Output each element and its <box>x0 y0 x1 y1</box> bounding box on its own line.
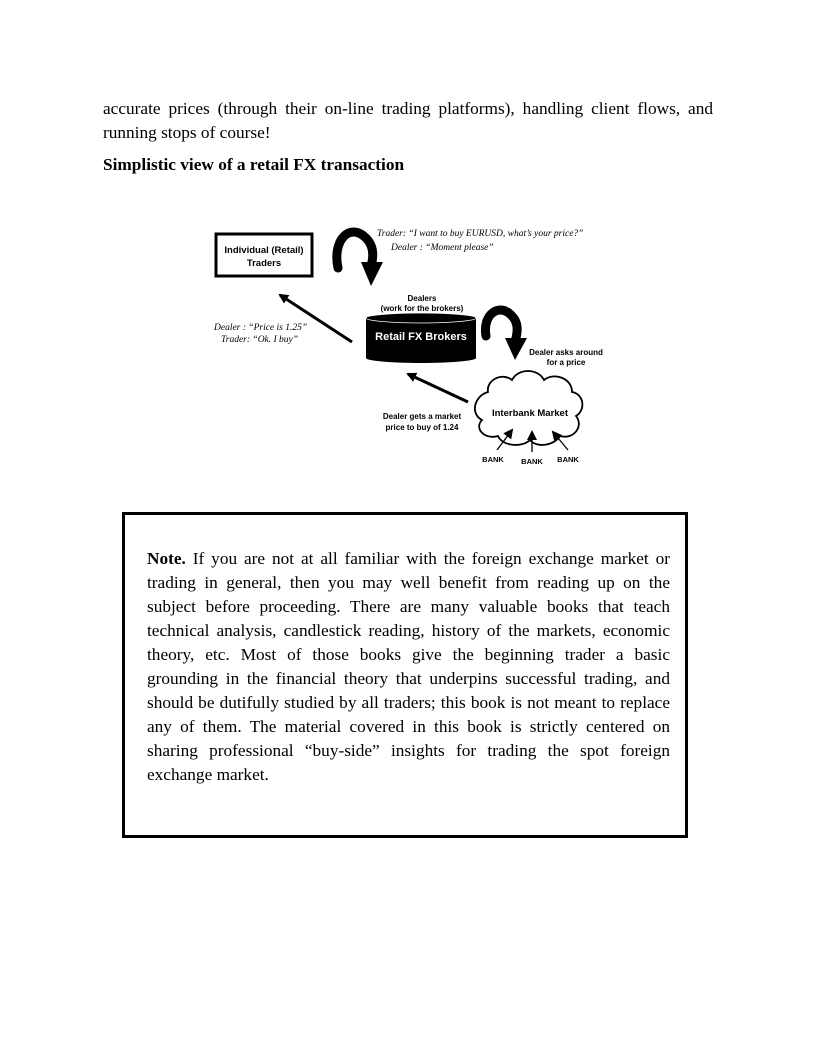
fx-transaction-diagram <box>0 0 816 500</box>
retail-fx-brokers-cylinder <box>366 313 476 363</box>
retail-traders-box <box>216 234 312 276</box>
interbank-cloud-icon <box>475 371 583 445</box>
quote-dealer-moment: Dealer : “Moment please” <box>391 243 494 253</box>
intro-paragraph: accurate prices (through their on-line trading platforms), handling client flows, and running stops of course! <box>103 99 713 142</box>
quote-trader-request: Trader: “I want to buy EURUSD, what’s your price?” <box>377 229 584 239</box>
note-label: Note. <box>147 549 186 568</box>
dealer-gets-line1: Dealer gets a market <box>382 412 462 421</box>
bank-label: BANK <box>521 457 543 466</box>
note-box <box>122 512 688 838</box>
note-paragraph <box>147 547 670 787</box>
dealers-label-line1: Dealers <box>407 294 437 303</box>
dealer-gets-line2: price to buy of 1.24 <box>385 423 459 432</box>
arrow-to-brokers-icon <box>408 374 468 402</box>
quote-dealer-price: Dealer : “Price is 1.25” <box>214 323 308 333</box>
quote-trader-buy: Trader: “Ok. I buy” <box>221 335 299 345</box>
dealer-asks-line2: for a price <box>546 358 586 367</box>
curved-arrow-icon <box>337 232 383 286</box>
curved-arrow-right-icon <box>485 310 527 360</box>
note-body: If you are not at all familiar with the foreign exchange market or trading in general, then you may well benefit from reading up on the subject before proceeding. There are many valuable books that teach technical analysis, candlestick reading, history of the markets, economic theory, etc. Most of those books give the beginning trader a basic grounding in the financial theory that underpins successful trading, and should be dutifully studied by all traders; this book is not meant to replace any of them. The material covered in this book is strictly centered on sharing professional “buy-side” insights for trading the spot foreign exchange market. <box>147 549 670 784</box>
dealer-asks-line1: Dealer asks around <box>529 348 603 357</box>
section-heading: Simplistic view of a retail FX transaction <box>103 155 405 174</box>
dealers-label-line2: (work for the brokers) <box>380 304 464 313</box>
bank-label: BANK <box>557 455 579 464</box>
traders-box-line1: Individual (Retail) <box>224 245 304 256</box>
brokers-label: Retail FX Brokers <box>375 331 467 343</box>
interbank-label: Interbank Market <box>491 408 569 419</box>
bank-label: BANK <box>482 455 504 464</box>
traders-box-line2: Traders <box>246 258 282 269</box>
